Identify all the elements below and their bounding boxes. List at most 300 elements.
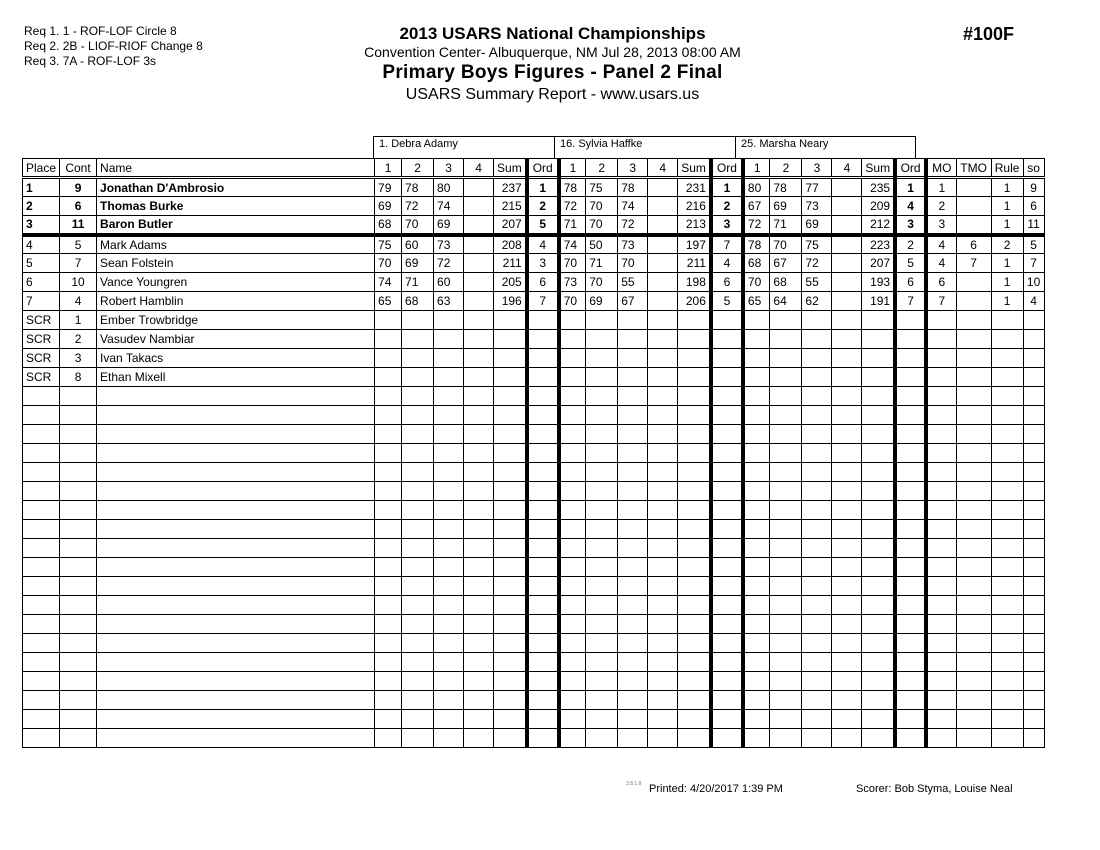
empty-cell xyxy=(895,463,926,482)
judge-2-figure-3-score: 74 xyxy=(618,197,648,216)
empty-cell xyxy=(895,539,926,558)
empty-row xyxy=(23,634,1045,653)
judge-2-ordinal: 4 xyxy=(711,254,743,273)
empty-cell xyxy=(770,425,802,444)
empty-cell xyxy=(743,634,770,653)
empty-row xyxy=(23,501,1045,520)
judge-3-figure-3-score: 72 xyxy=(802,254,832,273)
printed-timestamp: Printed: 4/20/2017 1:39 PM xyxy=(649,783,783,795)
empty-cell xyxy=(1023,387,1044,406)
empty-cell xyxy=(97,558,375,577)
empty-cell xyxy=(97,615,375,634)
mo-cell: 4 xyxy=(926,235,956,254)
empty-cell xyxy=(832,425,862,444)
empty-cell xyxy=(464,710,494,729)
empty-cell xyxy=(895,710,926,729)
judge-3-sum: 207 xyxy=(862,254,895,273)
judge-3-figure-1-score xyxy=(743,368,770,387)
empty-cell xyxy=(375,520,402,539)
empty-row xyxy=(23,463,1045,482)
empty-cell xyxy=(559,520,586,539)
mo-cell: 4 xyxy=(926,254,956,273)
empty-cell xyxy=(586,672,618,691)
empty-cell xyxy=(23,501,60,520)
judge-2-figure-1-score: 73 xyxy=(559,273,586,292)
judge-3-sum: 212 xyxy=(862,216,895,235)
empty-cell xyxy=(527,672,559,691)
empty-cell xyxy=(375,596,402,615)
empty-cell xyxy=(402,444,434,463)
judge-2-figure-2-score: 71 xyxy=(586,254,618,273)
empty-cell xyxy=(23,558,60,577)
empty-cell xyxy=(559,634,586,653)
empty-cell xyxy=(559,653,586,672)
judge-1-sum: 237 xyxy=(494,178,527,197)
empty-cell xyxy=(527,482,559,501)
empty-cell xyxy=(802,387,832,406)
empty-cell xyxy=(434,482,464,501)
empty-cell xyxy=(743,463,770,482)
empty-cell xyxy=(559,596,586,615)
empty-cell xyxy=(678,634,711,653)
empty-cell xyxy=(743,558,770,577)
empty-cell xyxy=(527,596,559,615)
empty-cell xyxy=(464,444,494,463)
col-j2-fig2: 2 xyxy=(586,159,618,178)
empty-cell xyxy=(926,615,956,634)
judge-1-sum xyxy=(494,311,527,330)
empty-cell xyxy=(770,482,802,501)
empty-cell xyxy=(991,596,1023,615)
empty-cell xyxy=(743,691,770,710)
judge-1-figure-4-score xyxy=(464,178,494,197)
rule-cell: 1 xyxy=(991,178,1023,197)
empty-cell xyxy=(678,615,711,634)
empty-row xyxy=(23,710,1045,729)
empty-cell xyxy=(956,444,991,463)
empty-cell xyxy=(895,672,926,691)
empty-cell xyxy=(375,672,402,691)
empty-cell xyxy=(586,520,618,539)
empty-cell xyxy=(586,653,618,672)
empty-cell xyxy=(402,539,434,558)
empty-cell xyxy=(802,406,832,425)
empty-cell xyxy=(434,387,464,406)
empty-cell xyxy=(991,710,1023,729)
empty-cell xyxy=(862,558,895,577)
judge-1-figure-1-score: 65 xyxy=(375,292,402,311)
judge-2-sum: 231 xyxy=(678,178,711,197)
empty-cell xyxy=(802,463,832,482)
judge-2-ordinal xyxy=(711,349,743,368)
place-cell: 2 xyxy=(23,197,60,216)
report-header xyxy=(300,24,805,105)
judge-2-figure-3-score xyxy=(618,349,648,368)
judge-1-figure-2-score: 78 xyxy=(402,178,434,197)
judge-1-ordinal: 7 xyxy=(527,292,559,311)
empty-cell xyxy=(618,501,648,520)
empty-cell xyxy=(375,577,402,596)
col-rule: Rule xyxy=(991,159,1023,178)
empty-cell xyxy=(743,425,770,444)
judge-1-figure-2-score: 71 xyxy=(402,273,434,292)
judge-1-figure-3-score xyxy=(434,368,464,387)
empty-cell xyxy=(1023,615,1044,634)
empty-cell xyxy=(956,672,991,691)
empty-cell xyxy=(402,406,434,425)
empty-cell xyxy=(97,463,375,482)
so-cell xyxy=(1023,311,1044,330)
rule-cell xyxy=(991,368,1023,387)
empty-cell xyxy=(402,615,434,634)
empty-cell xyxy=(678,710,711,729)
col-j3-ord: Ord xyxy=(895,159,926,178)
empty-cell xyxy=(678,691,711,710)
judge-1-ordinal xyxy=(527,349,559,368)
empty-cell xyxy=(527,691,559,710)
empty-cell xyxy=(770,501,802,520)
empty-cell xyxy=(527,425,559,444)
judge-1-sum xyxy=(494,349,527,368)
judge-3-figure-2-score: 67 xyxy=(770,254,802,273)
empty-cell xyxy=(802,577,832,596)
empty-cell xyxy=(862,691,895,710)
col-j2-ord: Ord xyxy=(711,159,743,178)
empty-cell xyxy=(23,691,60,710)
empty-cell xyxy=(648,577,678,596)
empty-cell xyxy=(559,691,586,710)
empty-cell xyxy=(648,653,678,672)
judge-3-figure-1-score: 80 xyxy=(743,178,770,197)
col-j2-sum: Sum xyxy=(678,159,711,178)
judge-1-figure-2-score xyxy=(402,349,434,368)
judge-3-figure-3-score: 77 xyxy=(802,178,832,197)
empty-cell xyxy=(802,596,832,615)
empty-cell xyxy=(991,482,1023,501)
judge-3-figure-2-score xyxy=(770,349,802,368)
empty-cell xyxy=(402,482,434,501)
empty-cell xyxy=(832,729,862,748)
empty-cell xyxy=(618,463,648,482)
empty-cell xyxy=(991,425,1023,444)
judge-2-figure-3-score xyxy=(618,311,648,330)
col-j1-fig4: 4 xyxy=(464,159,494,178)
empty-cell xyxy=(926,653,956,672)
name-cell: Jonathan D'Ambrosio xyxy=(97,178,375,197)
empty-cell xyxy=(711,463,743,482)
empty-cell xyxy=(494,387,527,406)
empty-cell xyxy=(991,653,1023,672)
empty-cell xyxy=(770,577,802,596)
empty-cell xyxy=(586,634,618,653)
judge-2-ordinal xyxy=(711,330,743,349)
judge-2-figure-2-score xyxy=(586,368,618,387)
judge-3-figure-3-score xyxy=(802,311,832,330)
empty-cell xyxy=(1023,463,1044,482)
judge-3-figure-3-score: 75 xyxy=(802,235,832,254)
judge-3-ordinal xyxy=(895,330,926,349)
empty-cell xyxy=(802,501,832,520)
empty-cell xyxy=(802,558,832,577)
so-cell: 10 xyxy=(1023,273,1044,292)
judge-2-figure-3-score: 78 xyxy=(618,178,648,197)
judge-3-sum xyxy=(862,330,895,349)
empty-cell xyxy=(434,691,464,710)
judge-2-figure-1-score: 72 xyxy=(559,197,586,216)
empty-cell xyxy=(711,577,743,596)
empty-cell xyxy=(23,577,60,596)
empty-cell xyxy=(648,634,678,653)
judge-3-figure-4-score xyxy=(832,273,862,292)
empty-cell xyxy=(770,710,802,729)
empty-cell xyxy=(494,634,527,653)
judge-2-figure-3-score: 70 xyxy=(618,254,648,273)
judge-1-sum: 196 xyxy=(494,292,527,311)
judge-1-figure-1-score xyxy=(375,368,402,387)
judge-1-ordinal: 2 xyxy=(527,197,559,216)
judge-3-figure-3-score: 55 xyxy=(802,273,832,292)
empty-cell xyxy=(60,425,97,444)
empty-cell xyxy=(434,463,464,482)
empty-cell xyxy=(464,501,494,520)
rule-cell xyxy=(991,330,1023,349)
empty-cell xyxy=(648,406,678,425)
requirement-3: Req 3. 7A - ROF-LOF 3s xyxy=(24,54,157,68)
empty-cell xyxy=(464,558,494,577)
judge-3-figure-2-score: 71 xyxy=(770,216,802,235)
place-cell: 5 xyxy=(23,254,60,273)
judge-3-ordinal: 6 xyxy=(895,273,926,292)
empty-cell xyxy=(464,596,494,615)
empty-cell xyxy=(586,387,618,406)
empty-cell xyxy=(23,710,60,729)
empty-row xyxy=(23,520,1045,539)
empty-cell xyxy=(23,596,60,615)
empty-cell xyxy=(23,653,60,672)
empty-cell xyxy=(862,710,895,729)
empty-cell xyxy=(711,406,743,425)
empty-cell xyxy=(770,558,802,577)
judge-3-figure-2-score: 78 xyxy=(770,178,802,197)
requirement-2: Req 2. 2B - LIOF-RIOF Change 8 xyxy=(24,39,203,53)
empty-cell xyxy=(770,406,802,425)
empty-cell xyxy=(375,558,402,577)
judge-3-sum xyxy=(862,349,895,368)
empty-cell xyxy=(434,539,464,558)
empty-cell xyxy=(991,729,1023,748)
empty-cell xyxy=(956,577,991,596)
empty-cell xyxy=(648,425,678,444)
empty-cell xyxy=(402,672,434,691)
empty-cell xyxy=(60,501,97,520)
col-tmo: TMO xyxy=(956,159,991,178)
empty-cell xyxy=(434,558,464,577)
empty-cell xyxy=(648,482,678,501)
empty-row xyxy=(23,729,1045,748)
empty-cell xyxy=(618,558,648,577)
empty-cell xyxy=(862,596,895,615)
empty-cell xyxy=(618,615,648,634)
judge-1-figure-2-score: 70 xyxy=(402,216,434,235)
judge-3-figure-1-score: 72 xyxy=(743,216,770,235)
empty-cell xyxy=(862,501,895,520)
empty-cell xyxy=(1023,406,1044,425)
empty-cell xyxy=(711,653,743,672)
judge-1-figure-3-score xyxy=(434,311,464,330)
judge-1-figure-3-score: 60 xyxy=(434,273,464,292)
judge-3-figure-3-score xyxy=(802,349,832,368)
rule-cell xyxy=(991,311,1023,330)
judge-1-figure-1-score: 68 xyxy=(375,216,402,235)
empty-cell xyxy=(559,463,586,482)
judge-1-figure-3-score: 69 xyxy=(434,216,464,235)
col-j2-fig1: 1 xyxy=(559,159,586,178)
empty-cell xyxy=(402,387,434,406)
empty-cell xyxy=(926,406,956,425)
column-header-row xyxy=(23,159,1045,178)
table-row xyxy=(23,330,1045,349)
empty-cell xyxy=(862,577,895,596)
mo-cell: 6 xyxy=(926,273,956,292)
judge-2-figure-2-score: 75 xyxy=(586,178,618,197)
judge-3-figure-1-score: 70 xyxy=(743,273,770,292)
judge-1-sum: 207 xyxy=(494,216,527,235)
judge-3-figure-3-score: 62 xyxy=(802,292,832,311)
empty-cell xyxy=(402,653,434,672)
judge-2-sum xyxy=(678,311,711,330)
judge-3-figure-1-score xyxy=(743,330,770,349)
judge-3-figure-4-score xyxy=(832,349,862,368)
empty-cell xyxy=(97,539,375,558)
judge-2-sum: 198 xyxy=(678,273,711,292)
judge-3-ordinal xyxy=(895,311,926,330)
empty-cell xyxy=(895,634,926,653)
judge-1-figure-2-score: 60 xyxy=(402,235,434,254)
place-cell: 1 xyxy=(23,178,60,197)
judge-3-figure-2-score xyxy=(770,311,802,330)
empty-cell xyxy=(956,501,991,520)
judge-1-figure-1-score: 79 xyxy=(375,178,402,197)
judge-3-figure-3-score: 73 xyxy=(802,197,832,216)
judge-3-sum xyxy=(862,368,895,387)
tmo-cell xyxy=(956,368,991,387)
empty-cell xyxy=(832,501,862,520)
empty-cell xyxy=(770,672,802,691)
empty-cell xyxy=(97,520,375,539)
empty-cell xyxy=(802,520,832,539)
empty-cell xyxy=(60,482,97,501)
empty-cell xyxy=(711,444,743,463)
empty-cell xyxy=(832,672,862,691)
table-row xyxy=(23,197,1045,216)
judge-1-header: 1. Debra Adamy xyxy=(373,136,555,158)
col-j3-fig2: 2 xyxy=(770,159,802,178)
empty-cell xyxy=(559,539,586,558)
judge-3-figure-3-score xyxy=(802,368,832,387)
tmo-cell xyxy=(956,330,991,349)
empty-cell xyxy=(60,672,97,691)
empty-cell xyxy=(375,444,402,463)
judge-3-figure-4-score xyxy=(832,216,862,235)
empty-cell xyxy=(862,444,895,463)
table-row xyxy=(23,273,1045,292)
empty-cell xyxy=(832,539,862,558)
col-name: Name xyxy=(97,159,375,178)
empty-cell xyxy=(527,406,559,425)
empty-cell xyxy=(618,444,648,463)
tmo-cell xyxy=(956,273,991,292)
empty-cell xyxy=(862,425,895,444)
empty-cell xyxy=(832,406,862,425)
judge-2-figure-4-score xyxy=(648,349,678,368)
empty-cell xyxy=(956,387,991,406)
table-row xyxy=(23,349,1045,368)
judge-2-figure-3-score: 55 xyxy=(618,273,648,292)
empty-cell xyxy=(991,577,1023,596)
empty-cell xyxy=(862,653,895,672)
cont-cell: 2 xyxy=(60,330,97,349)
empty-cell xyxy=(956,463,991,482)
judge-2-figure-3-score: 73 xyxy=(618,235,648,254)
empty-cell xyxy=(770,691,802,710)
empty-cell xyxy=(770,444,802,463)
empty-cell xyxy=(743,539,770,558)
cont-cell: 5 xyxy=(60,235,97,254)
empty-cell xyxy=(743,501,770,520)
empty-cell xyxy=(1023,710,1044,729)
empty-cell xyxy=(559,501,586,520)
empty-cell xyxy=(648,501,678,520)
empty-cell xyxy=(991,634,1023,653)
empty-cell xyxy=(527,463,559,482)
judge-1-figure-4-score xyxy=(464,311,494,330)
judge-2-figure-4-score xyxy=(648,254,678,273)
empty-cell xyxy=(648,539,678,558)
empty-cell xyxy=(494,425,527,444)
so-cell xyxy=(1023,330,1044,349)
empty-row xyxy=(23,406,1045,425)
empty-cell xyxy=(23,520,60,539)
judge-2-figure-2-score xyxy=(586,311,618,330)
empty-cell xyxy=(862,387,895,406)
empty-cell xyxy=(678,444,711,463)
empty-cell xyxy=(770,520,802,539)
judge-2-ordinal: 6 xyxy=(711,273,743,292)
col-j1-fig1: 1 xyxy=(375,159,402,178)
empty-cell xyxy=(1023,596,1044,615)
judge-2-figure-1-score xyxy=(559,311,586,330)
judge-2-ordinal: 1 xyxy=(711,178,743,197)
judge-1-figure-4-score xyxy=(464,349,494,368)
empty-cell xyxy=(648,463,678,482)
empty-cell xyxy=(23,539,60,558)
empty-cell xyxy=(559,387,586,406)
empty-cell xyxy=(1023,444,1044,463)
judge-1-figure-2-score: 72 xyxy=(402,197,434,216)
judge-1-figure-2-score: 69 xyxy=(402,254,434,273)
judge-3-figure-2-score: 69 xyxy=(770,197,802,216)
judge-2-figure-3-score: 72 xyxy=(618,216,648,235)
empty-cell xyxy=(956,634,991,653)
cont-cell: 11 xyxy=(60,216,97,235)
empty-cell xyxy=(494,710,527,729)
judge-2-figure-4-score xyxy=(648,368,678,387)
empty-cell xyxy=(434,653,464,672)
empty-cell xyxy=(618,634,648,653)
judge-1-ordinal xyxy=(527,330,559,349)
empty-cell xyxy=(97,501,375,520)
empty-cell xyxy=(895,501,926,520)
